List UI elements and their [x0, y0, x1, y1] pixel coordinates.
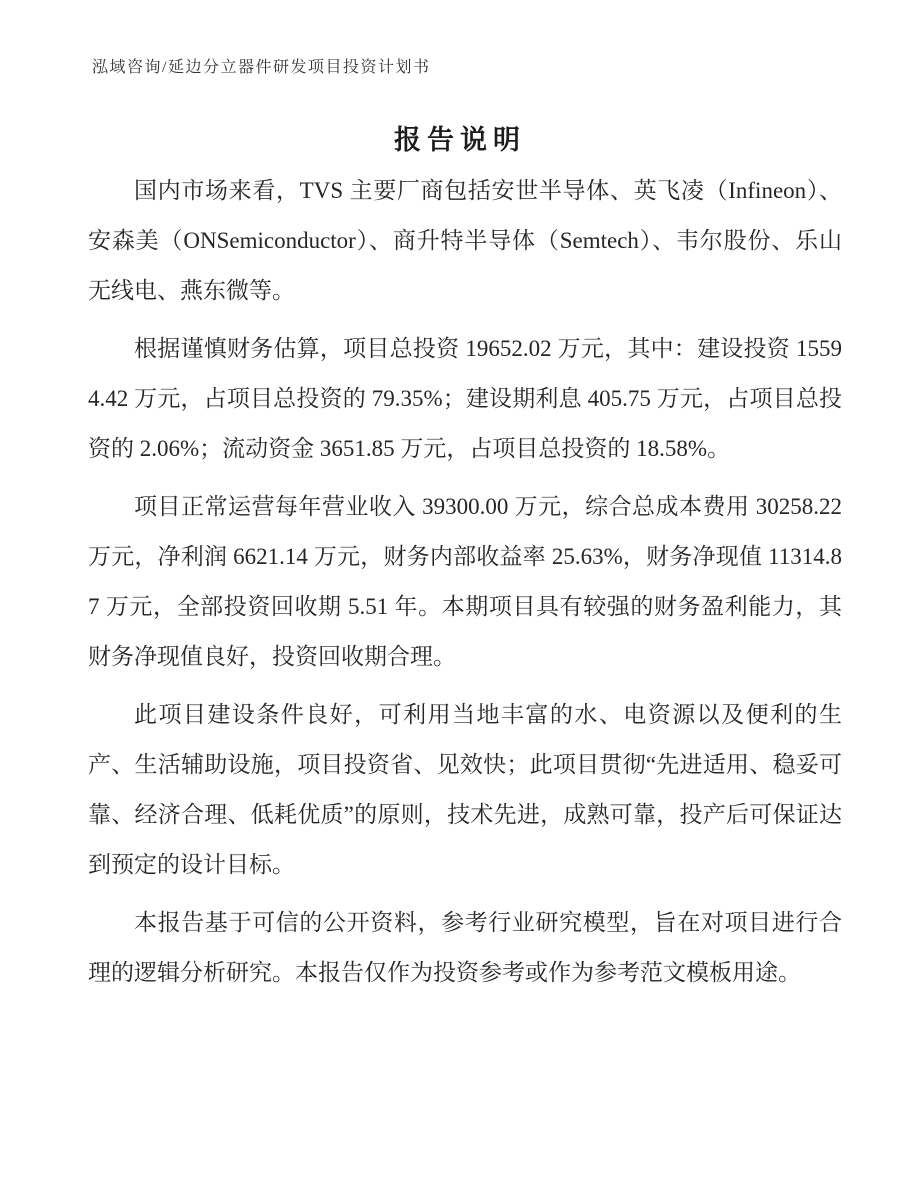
paragraph-investment-estimate: 根据谨慎财务估算，项目总投资 19652.02 万元，其中：建设投资 15594.42 万元，占项目总投资的 79.35%；建设期利息 405.75 万元，占项目总投资的 2.06%；流动资金 3651.85 万元，占项目总投资的 18.58%。 [88, 336, 842, 461]
paragraph-report-disclaimer: 本报告基于可信的公开资料，参考行业研究模型，旨在对项目进行合理的逻辑分析研究。本报告仅作为投资参考或作为参考范文模板用途。 [88, 910, 842, 985]
page-header-running-head: 泓域咨询/延边分立器件研发项目投资计划书 [92, 59, 431, 76]
document-title: 报告说明 [394, 125, 526, 155]
document-body [88, 166, 842, 1006]
paragraph-construction-conditions: 此项目建设条件良好，可利用当地丰富的水、电资源以及便利的生产、生活辅助设施，项目投资省、见效快；此项目贯彻“先进适用、稳妥可靠、经济合理、低耗优质”的原则，技术先进，成熟可靠，投产后可保证达到预定的设计目标。 [88, 702, 842, 877]
paragraph-operating-financials: 项目正常运营每年营业收入 39300.00 万元，综合总成本费用 30258.22 万元，净利润 6621.14 万元，财务内部收益率 25.63%，财务净现值 11314.87 万元，全部投资回收期 5.51 年。本期项目具有较强的财务盈利能力，其财务净现值良好，投资回收期合理。 [88, 494, 842, 669]
paragraph-market-overview: 国内市场来看，TVS 主要厂商包括安世半导体、英飞凌（Infineon）、安森美（ONSemiconductor）、商升特半导体（Semtech）、韦尔股份、乐山无线电、燕东微等。 [88, 178, 842, 303]
